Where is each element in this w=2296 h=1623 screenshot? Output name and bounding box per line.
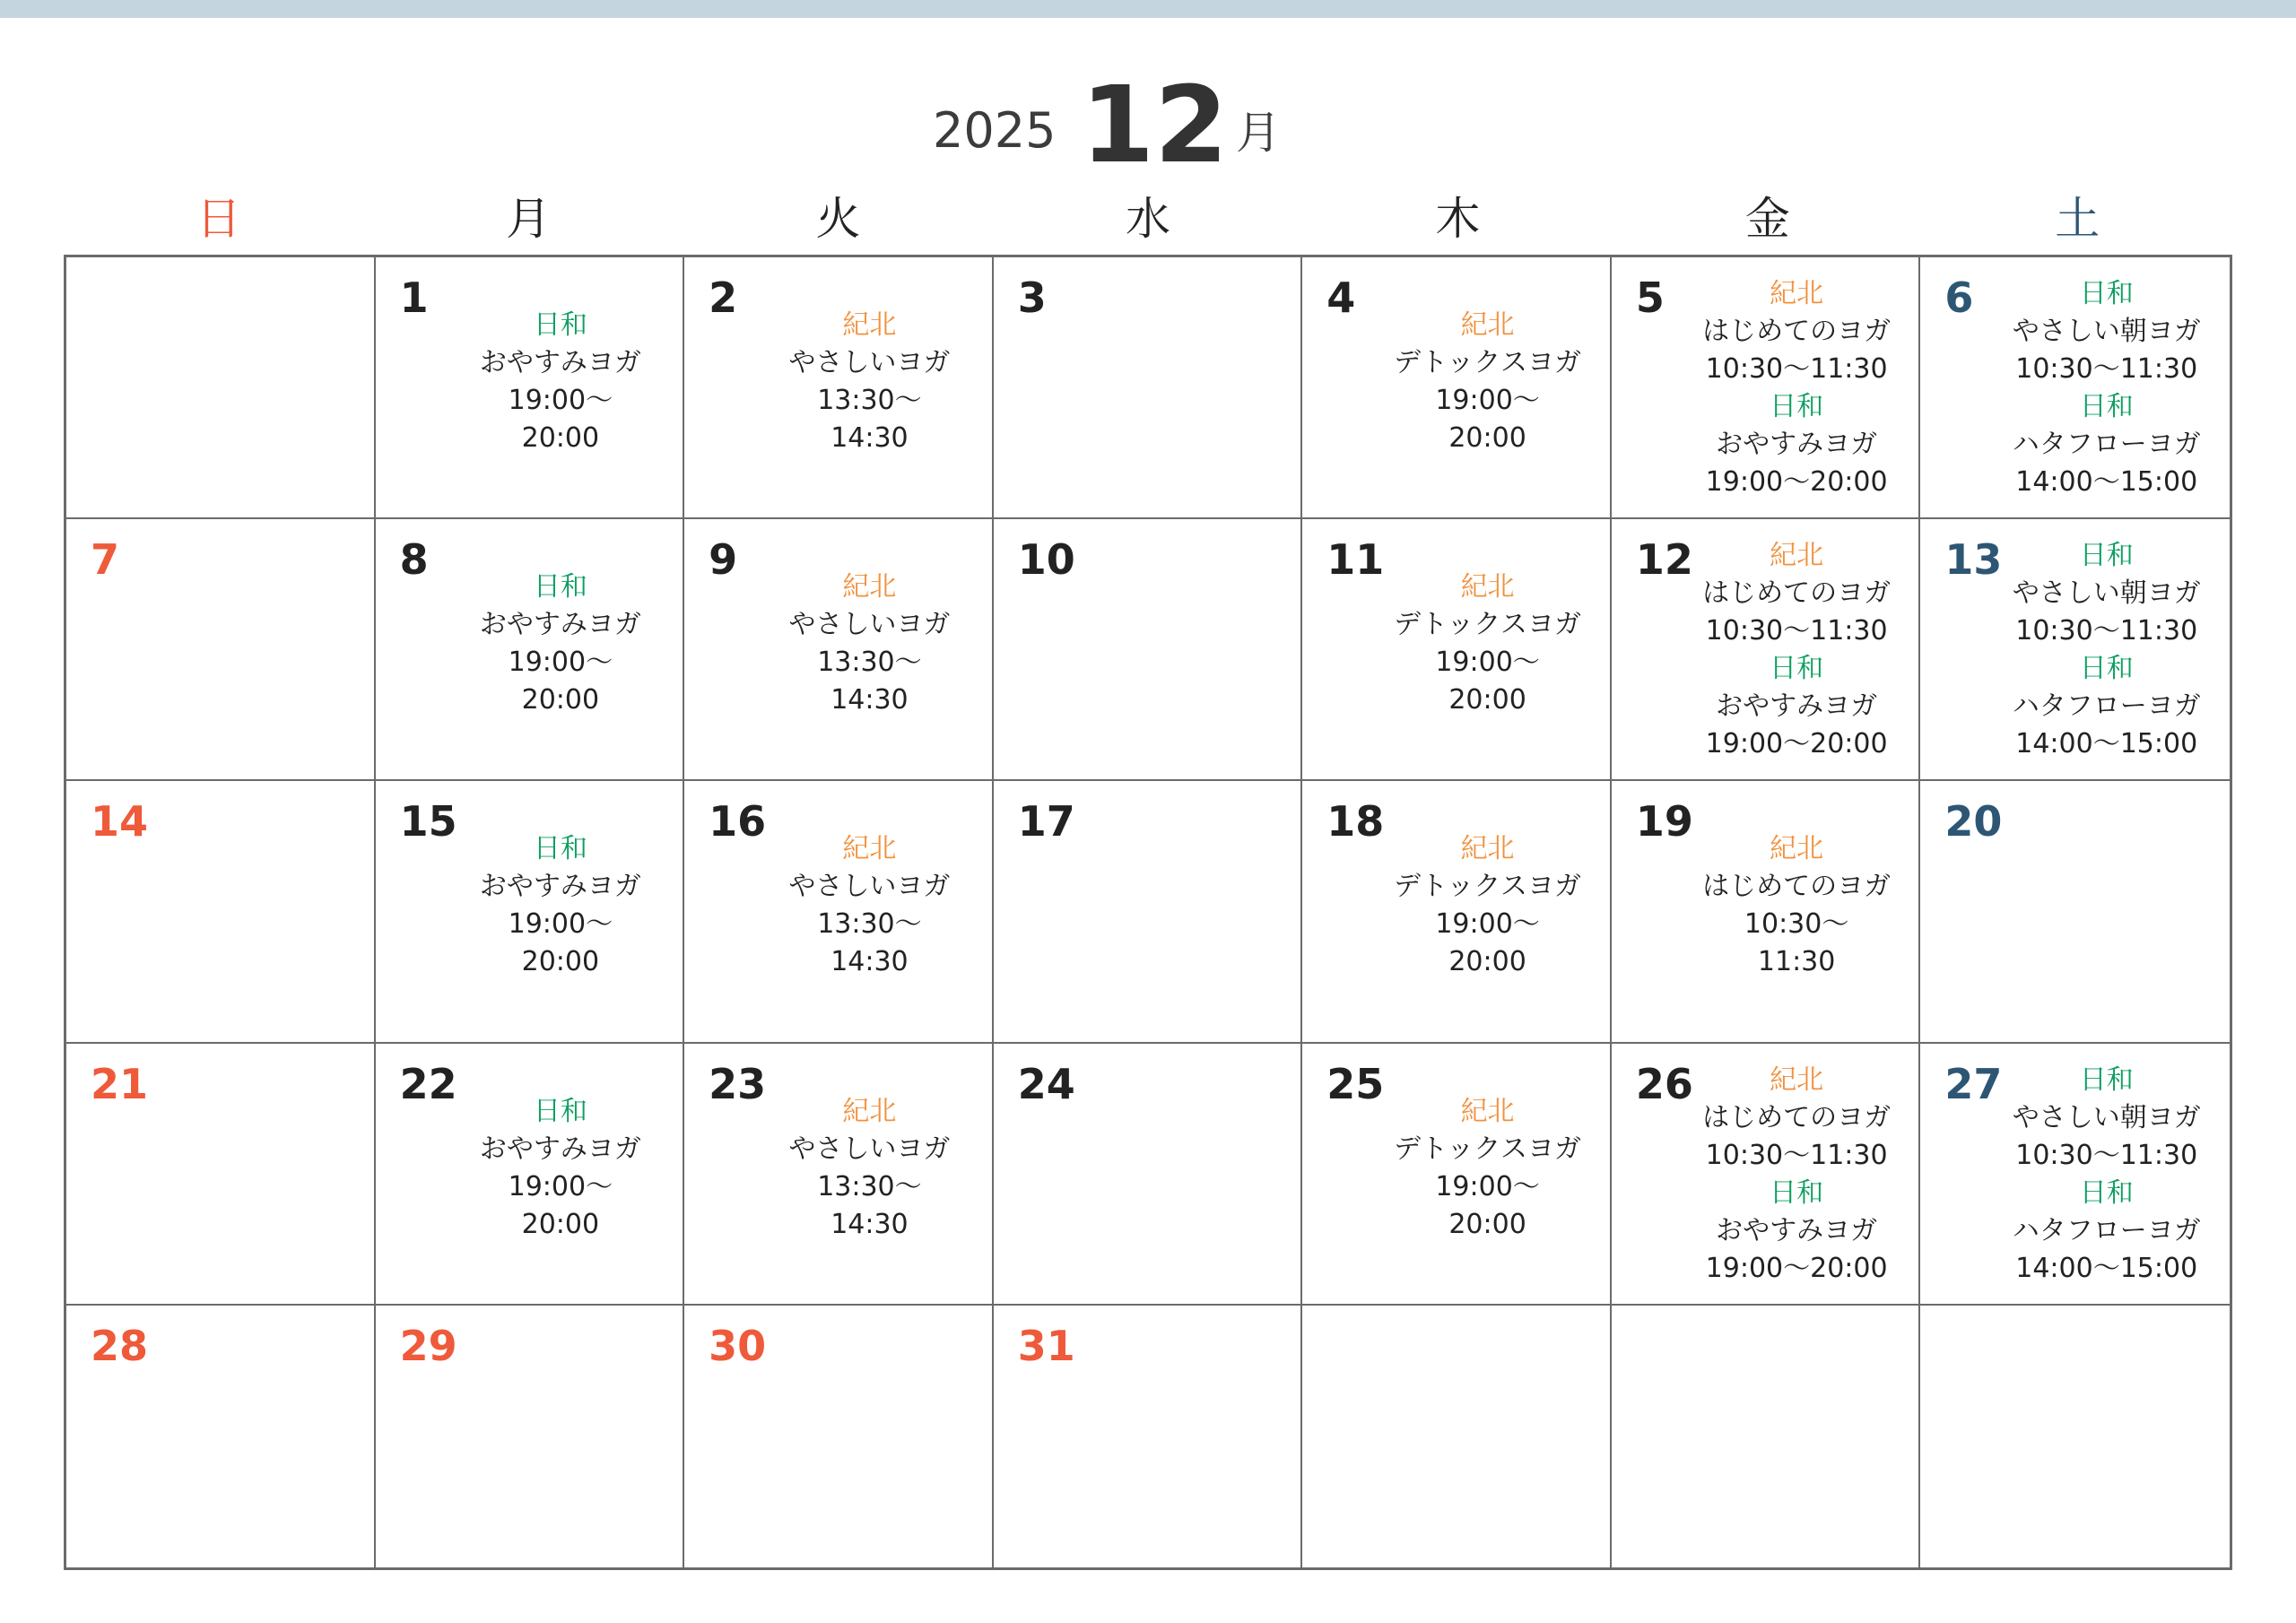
event-block (747, 830, 992, 981)
event-name: おやすみヨガ (479, 871, 641, 903)
event-location: 紀北 (1770, 833, 1824, 865)
day-number: 12 (1635, 535, 1693, 585)
day-cell (66, 781, 376, 1043)
event-location: 日和 (2079, 1176, 2134, 1209)
weekday-sun: 日 (196, 193, 241, 245)
event-time: 19:00〜 (508, 908, 613, 941)
day-number: 20 (1944, 797, 2003, 846)
day-number: 25 (1326, 1059, 1385, 1108)
day-cell (994, 519, 1303, 781)
event-block (747, 1093, 992, 1244)
event-time: 13:30〜 (817, 908, 922, 941)
day-cell (684, 781, 994, 1043)
event-time: 20:00 (521, 684, 600, 716)
event-block (439, 307, 683, 457)
event-location: 紀北 (842, 833, 897, 865)
event-time: 20:00 (1448, 684, 1526, 716)
event-time: 10:30〜11:30 (1705, 615, 1888, 647)
event-location: 日和 (2079, 391, 2134, 422)
day-cell (66, 1044, 376, 1306)
event-location: 日和 (1770, 1176, 1824, 1209)
event-name: おやすみヨガ (479, 609, 641, 641)
event-time: 20:00 (1448, 422, 1526, 454)
event-block (1365, 1093, 1610, 1244)
weekday-thu: 木 (1435, 193, 1481, 245)
day-number: 2 (709, 273, 738, 322)
title-year: 2025 (933, 102, 1057, 159)
day-number: 23 (709, 1059, 767, 1108)
day-number: 17 (1017, 797, 1075, 846)
event-name: ハタフローヨガ (2012, 429, 2201, 460)
day-cell (994, 1044, 1303, 1306)
event-time: 19:00〜20:00 (1705, 466, 1888, 498)
event-name: ハタフローヨガ (2012, 690, 2201, 723)
event-time: 14:30 (831, 422, 909, 454)
day-number: 3 (1017, 273, 1047, 322)
day-cell (1612, 781, 1921, 1043)
day-number: 9 (709, 535, 738, 585)
day-number: 29 (399, 1321, 457, 1370)
event-name: はじめてのヨガ (1702, 1101, 1892, 1133)
day-number: 19 (1635, 797, 1693, 846)
event-name: やさしい朝ヨガ (2012, 577, 2201, 610)
event-name: はじめてのヨガ (1702, 316, 1892, 347)
event-block (1983, 1062, 2230, 1288)
event-block (1365, 307, 1610, 457)
day-number: 4 (1326, 273, 1356, 322)
event-location: 日和 (533, 833, 587, 865)
event-name: やさしいヨガ (788, 347, 951, 378)
day-cell (376, 1306, 685, 1567)
day-number: 24 (1017, 1059, 1075, 1108)
day-cell (684, 1306, 994, 1567)
event-name: デトックスヨガ (1394, 609, 1581, 641)
event-time: 19:00〜 (1435, 385, 1540, 416)
event-name: やさしいヨガ (788, 1133, 951, 1165)
event-location: 紀北 (1770, 540, 1824, 572)
title-month-unit: 月 (1236, 107, 1281, 159)
event-time: 20:00 (521, 946, 600, 978)
day-number: 13 (1944, 535, 2003, 585)
day-cell (66, 257, 376, 519)
event-location: 日和 (2079, 1063, 2134, 1096)
event-block (1983, 537, 2230, 763)
event-location: 紀北 (1460, 571, 1515, 603)
event-name: やさしい朝ヨガ (2012, 1101, 2201, 1133)
weekday-tue: 火 (815, 193, 861, 245)
event-name: やさしいヨガ (788, 871, 951, 903)
event-name: おやすみヨガ (479, 1133, 641, 1165)
event-time: 13:30〜 (817, 385, 922, 416)
day-number: 18 (1326, 797, 1385, 846)
event-location: 紀北 (1770, 1063, 1824, 1096)
event-time: 10:30〜11:30 (2015, 353, 2198, 385)
day-cell (1302, 1044, 1612, 1306)
weekday-sat: 土 (2055, 193, 2100, 245)
event-time: 20:00 (521, 1208, 600, 1240)
day-number: 11 (1326, 535, 1385, 585)
event-time: 10:30〜 (1744, 908, 1849, 941)
event-name: やさしい朝ヨガ (2012, 316, 2201, 347)
day-number: 8 (399, 535, 429, 585)
event-time: 13:30〜 (817, 1170, 922, 1202)
day-cell (1302, 519, 1612, 781)
event-time: 20:00 (1448, 946, 1526, 978)
day-cell (1612, 1044, 1921, 1306)
day-cell (684, 519, 994, 781)
day-cell (994, 1306, 1303, 1567)
weekday-mon: 月 (506, 193, 552, 245)
day-cell (684, 257, 994, 519)
day-cell (1302, 257, 1612, 519)
event-block (747, 307, 992, 457)
event-name: デトックスヨガ (1394, 347, 1581, 378)
day-cell (66, 1306, 376, 1567)
day-cell (1302, 1306, 1612, 1567)
day-cell (376, 1044, 685, 1306)
event-time: 14:00〜15:00 (2015, 728, 2198, 760)
day-number: 6 (1944, 273, 1974, 322)
event-location: 日和 (533, 309, 587, 341)
event-location: 紀北 (1460, 1095, 1515, 1127)
event-name: はじめてのヨガ (1702, 871, 1892, 903)
event-time: 14:00〜15:00 (2015, 1252, 2198, 1284)
day-cell (376, 519, 685, 781)
calendar-title (0, 56, 2296, 187)
day-cell (1302, 781, 1612, 1043)
event-time: 14:00〜15:00 (2015, 466, 2198, 498)
event-block (1983, 275, 2230, 501)
event-block (439, 568, 683, 719)
day-cell (1920, 1044, 2230, 1306)
event-name: おやすみヨガ (1716, 690, 1878, 723)
event-name: ハタフローヨガ (2012, 1214, 2201, 1246)
event-time: 10:30〜11:30 (1705, 1139, 1888, 1171)
day-number: 26 (1635, 1059, 1693, 1108)
event-time: 19:00〜20:00 (1705, 1252, 1888, 1284)
event-location: 日和 (2079, 278, 2134, 309)
event-location: 日和 (1770, 653, 1824, 685)
weekday-header (64, 190, 2232, 248)
day-cell (1612, 1306, 1921, 1567)
event-location: 日和 (2079, 653, 2134, 685)
day-number: 16 (709, 797, 767, 846)
event-time: 20:00 (1448, 1208, 1526, 1240)
event-time: 19:00〜 (508, 385, 613, 416)
day-cell (684, 1044, 994, 1306)
event-time: 14:30 (831, 684, 909, 716)
event-time: 10:30〜11:30 (2015, 1139, 2198, 1171)
event-block (1365, 568, 1610, 719)
day-cell (1612, 519, 1921, 781)
event-name: デトックスヨガ (1394, 1133, 1581, 1165)
day-cell (376, 781, 685, 1043)
event-time: 10:30〜11:30 (1705, 353, 1888, 385)
event-location: 日和 (533, 1095, 587, 1127)
event-block (439, 1093, 683, 1244)
event-time: 19:00〜 (508, 647, 613, 679)
event-name: おやすみヨガ (479, 347, 641, 378)
event-location: 日和 (2079, 540, 2134, 572)
weekday-fri: 金 (1744, 193, 1790, 245)
event-time: 19:00〜 (1435, 1170, 1540, 1202)
top-accent-bar (0, 0, 2296, 18)
event-name: やさしいヨガ (788, 609, 951, 641)
day-number: 7 (91, 535, 120, 585)
title-month: 12 (1081, 63, 1229, 187)
event-time: 19:00〜 (1435, 647, 1540, 679)
day-number: 15 (399, 797, 457, 846)
day-number: 14 (91, 797, 149, 846)
event-name: おやすみヨガ (1716, 429, 1878, 460)
event-location: 日和 (1770, 391, 1824, 422)
day-cell (994, 257, 1303, 519)
event-time: 14:30 (831, 946, 909, 978)
day-number: 31 (1017, 1321, 1075, 1370)
day-number: 22 (399, 1059, 457, 1108)
event-location: 紀北 (1460, 309, 1515, 341)
event-time: 19:00〜 (508, 1170, 613, 1202)
day-number: 28 (91, 1321, 149, 1370)
event-location: 紀北 (1460, 833, 1515, 865)
event-time: 20:00 (521, 422, 600, 454)
day-number: 1 (399, 273, 429, 322)
event-block (439, 830, 683, 981)
day-number: 21 (91, 1059, 149, 1108)
event-block (1674, 1062, 1919, 1288)
day-cell (994, 781, 1303, 1043)
day-cell (1612, 257, 1921, 519)
event-name: デトックスヨガ (1394, 871, 1581, 903)
day-cell (66, 519, 376, 781)
event-time: 11:30 (1757, 946, 1836, 978)
event-time: 13:30〜 (817, 647, 922, 679)
day-cell (1920, 257, 2230, 519)
event-time: 14:30 (831, 1208, 909, 1240)
calendar-grid (64, 255, 2232, 1570)
event-location: 日和 (533, 571, 587, 603)
event-location: 紀北 (842, 309, 897, 341)
day-number: 5 (1635, 273, 1665, 322)
day-cell (376, 257, 685, 519)
weekday-wed: 水 (1125, 193, 1170, 245)
event-location: 紀北 (1770, 278, 1824, 309)
day-cell (1920, 519, 2230, 781)
event-time: 10:30〜11:30 (2015, 615, 2198, 647)
event-block (1674, 275, 1919, 501)
day-cell (1920, 781, 2230, 1043)
event-time: 19:00〜20:00 (1705, 728, 1888, 760)
event-location: 紀北 (842, 571, 897, 603)
day-number: 10 (1017, 535, 1075, 585)
day-number: 27 (1944, 1059, 2003, 1108)
event-block (1365, 830, 1610, 981)
event-block (747, 568, 992, 719)
event-name: はじめてのヨガ (1702, 577, 1892, 610)
event-name: おやすみヨガ (1716, 1214, 1878, 1246)
event-time: 19:00〜 (1435, 908, 1540, 941)
event-location: 紀北 (842, 1095, 897, 1127)
day-number: 30 (709, 1321, 767, 1370)
event-block (1674, 830, 1919, 981)
event-block (1674, 537, 1919, 763)
day-cell (1920, 1306, 2230, 1567)
